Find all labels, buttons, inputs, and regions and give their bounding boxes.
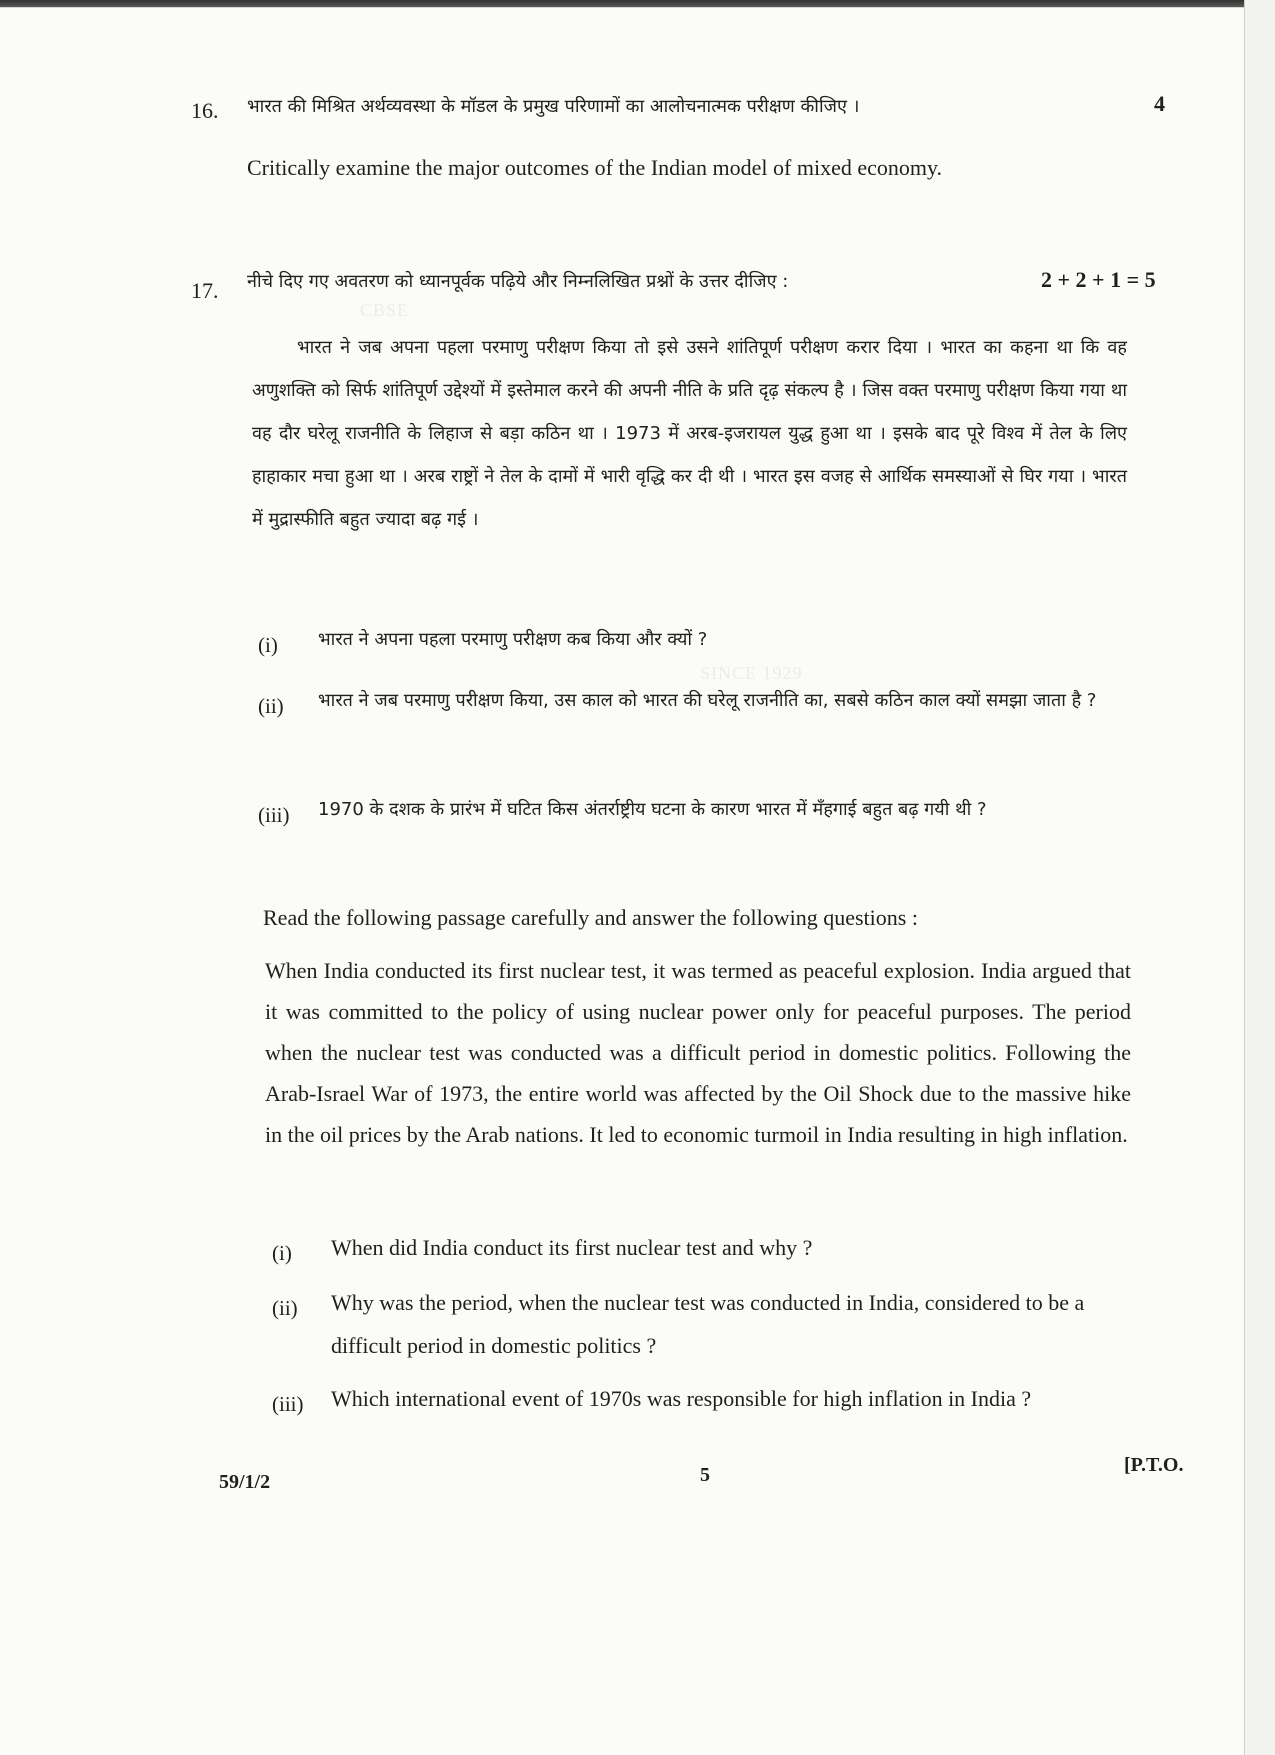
question-17-hindi-sub-question: भारत ने अपना पहला परमाणु परीक्षण कब किया और क्यों ? [318, 629, 708, 650]
question-17-hindi-sub-question: 1970 के दशक के प्रारंभ में घटित किस अंतर्राष्ट्रीय घटना के कारण भारत में मँहगाई बहुत बढ़ गयी थी ? [318, 799, 987, 820]
question-number: 16. [191, 98, 219, 123]
question-17-english-sub-question: When did India conduct its first nuclear test and why ? [331, 1235, 813, 1260]
question-17-english-sub-number: (i) [272, 1241, 292, 1265]
passage-english: When India conducted its first nuclear test, it was termed as peaceful explosion. India argued that it was committed to the policy of using nuclear power only for peaceful purposes. The period when the nuclear test was conducted was a difficult period in domestic politics. Following the Arab-Israel War of 1973, the entire world was affected by the Oil Shock due to the massive hike in the oil prices by the Arab nations. It led to economic turmoil in India resulting in high inflation. [265, 958, 1131, 1147]
page-number: 5 [700, 1464, 710, 1486]
question-17-instruction-english: Read the following passage carefully and answer the following questions : [263, 905, 918, 930]
question-17-hindi-sub-number: (ii) [258, 694, 284, 718]
question-number: 17. [191, 278, 219, 303]
question-17-marks: 2 + 2 + 1 = 5 [1041, 267, 1156, 292]
question-17-english-sub-question: Why was the period, when the nuclear test was conducted in India, considered to be a difficult period in domestic politics ? [331, 1290, 1085, 1358]
question-17-english-sub-question: Which international event of 1970s was responsible for high inflation in India ? [331, 1386, 1032, 1411]
question-16-english: Critically examine the major outcomes of the Indian model of mixed economy. [247, 155, 943, 180]
question-17-english-sub-number: (ii) [272, 1296, 298, 1320]
question-17-english-sub-number: (iii) [272, 1392, 304, 1416]
pto-label: [P.T.O. [1124, 1454, 1184, 1476]
scan-right-edge [1244, 0, 1275, 1755]
passage-hindi: भारत ने जब अपना पहला परमाणु परीक्षण किया तो इसे उसने शांतिपूर्ण परीक्षण करार दिया । भारत का कहना था कि वह अणुशक्ति को सिर्फ शांतिपूर्ण उद्देश्यों में इस्तेमाल करने की अपनी नीति के प्रति दृढ़ संकल्प है । जिस वक्त परमाणु परीक्षण किया गया था वह दौर घरेलू राजनीति के लिहाज से बड़ा कठिन था । 1973 में अरब-इजरायल युद्ध हुआ था । इसके बाद पूरे विश्व में तेल के लिए हाहाकार मचा हुआ था । अरब राष्ट्रों ने तेल के दामों में भारी वृद्धि कर दी थी । भारत इस वजह से आर्थिक समस्याओं से घिर गया । भारत में मुद्रास्फीति बहुत ज्यादा बढ़ गई । [252, 337, 1127, 530]
exam-page [0, 8, 1245, 1755]
question-17-hindi-sub-number: (i) [258, 633, 278, 657]
paper-code: 59/1/2 [219, 1471, 271, 1493]
question-16-marks: 4 [1154, 91, 1165, 116]
watermark-text: CBSE [360, 300, 410, 320]
question-17-hindi-sub-question: भारत ने जब परमाणु परीक्षण किया, उस काल को भारत की घरेलू राजनीति का, सबसे कठिन काल क्यों समझा जाता है ? [318, 690, 1097, 711]
question-17-hindi-sub-number: (iii) [258, 803, 290, 827]
question-17-instruction-hindi: नीचे दिए गए अवतरण को ध्यानपूर्वक पढ़िये और निम्नलिखित प्रश्नों के उत्तर दीजिए : [247, 271, 789, 292]
watermark-text: SINCE 1929 [700, 663, 803, 683]
question-16-hindi: भारत की मिश्रित अर्थव्यवस्था के मॉडल के प्रमुख परिणामों का आलोचनात्मक परीक्षण कीजिए । [247, 96, 860, 117]
